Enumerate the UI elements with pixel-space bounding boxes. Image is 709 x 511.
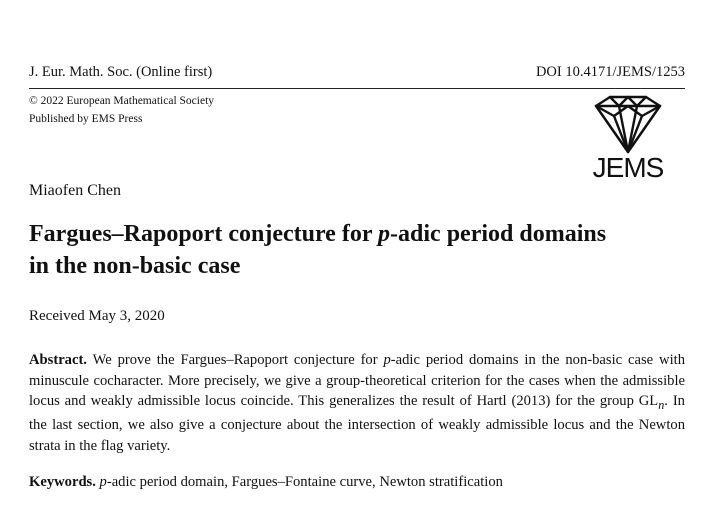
title-text-line2: in the non-basic case <box>29 253 241 279</box>
keywords <box>29 474 503 491</box>
received-date: Received May 3, 2020 <box>29 308 165 324</box>
keywords-label: Keywords. <box>29 474 96 490</box>
journal-name: J. Eur. Math. Soc. (Online first) <box>29 64 213 80</box>
abstract-sub-n: n <box>658 397 665 412</box>
abstract-text-3: . In the last section, we also give a conjecture about the intersection of weakly admissible locus and the Newton strata in the flag variety. <box>29 393 685 454</box>
copyright: © 2022 European Mathematical Society <box>29 95 215 107</box>
header-rule <box>29 88 685 89</box>
abstract-text-1: We prove the Fargues–Rapoport conjecture for <box>86 352 384 368</box>
diamond-icon <box>592 94 664 156</box>
author: Miaofen Chen <box>29 182 121 199</box>
jems-logo-text: JEMS <box>592 152 664 183</box>
keywords-text: -adic period domain, Fargues–Fontaine curve, Newton stratification <box>106 474 503 490</box>
title-p: p <box>378 221 391 247</box>
abstract-p: p <box>383 352 391 368</box>
doi: DOI 10.4171/JEMS/1253 <box>535 64 685 80</box>
abstract <box>29 350 685 456</box>
title-text-1: Fargues–Rapoport conjecture for <box>29 221 379 247</box>
publisher: Published by EMS Press <box>29 113 143 125</box>
abstract-text-2: -adic period domains in the non-basic case with minuscule cocharacter. More precisely, we give a group-theoretical criterion for the cases when the admissible locus and weakly admissible locus coincide. This generalizes the result of Hartl (2013) for the group GL <box>29 352 685 409</box>
title-text-2: -adic period domains <box>390 221 607 247</box>
paper-title <box>29 218 689 282</box>
abstract-label: Abstract. <box>29 352 87 368</box>
jems-logo <box>592 94 664 190</box>
keywords-p: p <box>99 474 107 490</box>
